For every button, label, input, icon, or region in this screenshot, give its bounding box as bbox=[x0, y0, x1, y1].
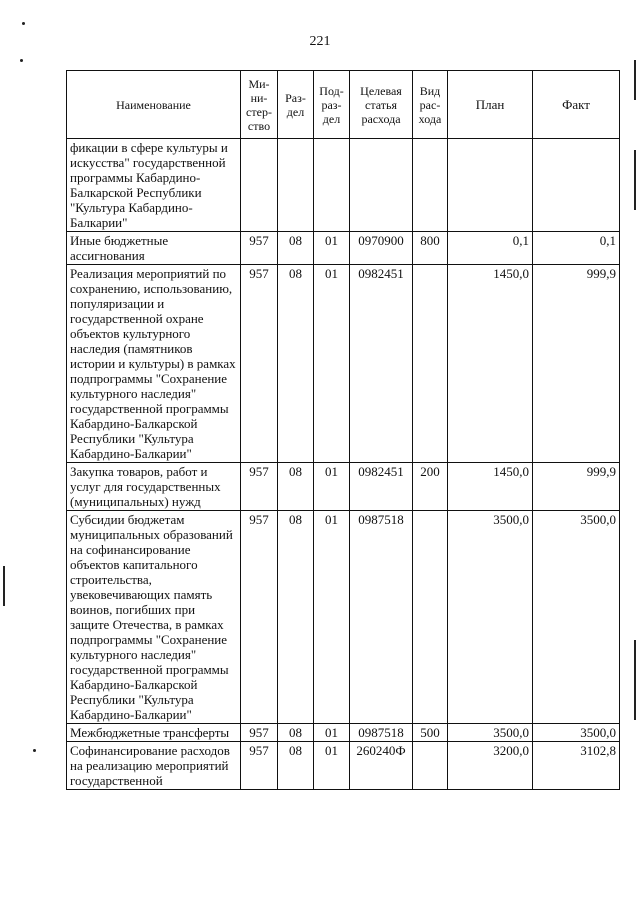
row-target: 0982451 bbox=[350, 265, 413, 463]
row-subsection bbox=[314, 139, 350, 232]
header-target-article: Целевая статья расхода bbox=[350, 71, 413, 139]
header-plan: План bbox=[448, 71, 533, 139]
header-subsection: Под- раз- дел bbox=[314, 71, 350, 139]
row-subsection: 01 bbox=[314, 511, 350, 724]
scan-edge-mark bbox=[634, 640, 636, 720]
scan-dot bbox=[20, 59, 23, 62]
row-target bbox=[350, 139, 413, 232]
row-section: 08 bbox=[278, 265, 314, 463]
row-plan: 1450,0 bbox=[448, 463, 533, 511]
row-target: 0987518 bbox=[350, 724, 413, 742]
row-subsection: 01 bbox=[314, 742, 350, 790]
table-header-row bbox=[67, 71, 620, 139]
row-plan: 1450,0 bbox=[448, 265, 533, 463]
row-expense-type: 800 bbox=[413, 232, 448, 265]
row-section: 08 bbox=[278, 724, 314, 742]
row-plan: 3200,0 bbox=[448, 742, 533, 790]
row-fact bbox=[533, 139, 620, 232]
row-fact: 0,1 bbox=[533, 232, 620, 265]
row-ministry: 957 bbox=[241, 232, 278, 265]
row-expense-type bbox=[413, 139, 448, 232]
table-row bbox=[67, 139, 620, 232]
row-section: 08 bbox=[278, 742, 314, 790]
page-number: 221 bbox=[309, 34, 331, 49]
budget-table bbox=[66, 70, 620, 790]
row-ministry: 957 bbox=[241, 463, 278, 511]
table-row bbox=[67, 511, 620, 724]
row-subsection: 01 bbox=[314, 265, 350, 463]
table-row bbox=[67, 742, 620, 790]
row-name: Субсидии бюджетам муниципальных образований на софинансирование объектов капитального строительства, увековечивающих память воинов, погибших при защите Отечества, в рамках подпрограммы "Сохранение культурного наследия" государственной программы Кабардино-Балкарской Республики "Культура Кабардино-Балкарии" bbox=[67, 511, 241, 724]
row-plan: 3500,0 bbox=[448, 511, 533, 724]
table-row bbox=[67, 463, 620, 511]
row-section: 08 bbox=[278, 232, 314, 265]
row-name: Закупка товаров, работ и услуг для государственных (муниципальных) нужд bbox=[67, 463, 241, 511]
row-name: Реализация мероприятий по сохранению, использованию, популяризации и государственной охране объектов культурного наследия (памятников истории и культуры) в рамках подпрограммы "Сохранение культурного наследия" государственной программы Кабардино-Балкарской Республики "Культура Кабардино-Балкарии" bbox=[67, 265, 241, 463]
scan-edge-mark bbox=[3, 566, 5, 606]
row-subsection: 01 bbox=[314, 232, 350, 265]
scan-edge-mark bbox=[634, 150, 636, 210]
row-expense-type bbox=[413, 511, 448, 724]
row-ministry: 957 bbox=[241, 265, 278, 463]
table-row bbox=[67, 232, 620, 265]
row-ministry: 957 bbox=[241, 742, 278, 790]
header-name: Наименование bbox=[67, 71, 241, 139]
header-ministry: Ми- ни- стер- ство bbox=[241, 71, 278, 139]
row-fact: 999,9 bbox=[533, 265, 620, 463]
row-target: 260240Ф bbox=[350, 742, 413, 790]
row-plan: 0,1 bbox=[448, 232, 533, 265]
scan-edge-mark bbox=[634, 60, 636, 100]
row-section bbox=[278, 139, 314, 232]
row-expense-type bbox=[413, 265, 448, 463]
row-expense-type: 500 bbox=[413, 724, 448, 742]
header-fact: Факт bbox=[533, 71, 620, 139]
row-fact: 3500,0 bbox=[533, 724, 620, 742]
row-target: 0987518 bbox=[350, 511, 413, 724]
row-fact: 999,9 bbox=[533, 463, 620, 511]
row-ministry: 957 bbox=[241, 724, 278, 742]
header-section: Раз- дел bbox=[278, 71, 314, 139]
row-plan bbox=[448, 139, 533, 232]
row-target: 0982451 bbox=[350, 463, 413, 511]
row-section: 08 bbox=[278, 463, 314, 511]
row-ministry: 957 bbox=[241, 511, 278, 724]
row-expense-type: 200 bbox=[413, 463, 448, 511]
table-row bbox=[67, 724, 620, 742]
row-name: Иные бюджетные ассигнования bbox=[67, 232, 241, 265]
row-section: 08 bbox=[278, 511, 314, 724]
row-ministry bbox=[241, 139, 278, 232]
row-fact: 3102,8 bbox=[533, 742, 620, 790]
row-plan: 3500,0 bbox=[448, 724, 533, 742]
row-target: 0970900 bbox=[350, 232, 413, 265]
table-row bbox=[67, 265, 620, 463]
row-subsection: 01 bbox=[314, 463, 350, 511]
row-name: Межбюджетные трансферты bbox=[67, 724, 241, 742]
header-expense-type: Вид рас- хода bbox=[413, 71, 448, 139]
row-fact: 3500,0 bbox=[533, 511, 620, 724]
row-name: Софинансирование расходов на реализацию мероприятий государственной bbox=[67, 742, 241, 790]
scan-dot bbox=[33, 749, 36, 752]
row-name: фикации в сфере культуры и искусства" государственной программы Кабардино-Балкарской Республики "Культура Кабардино-Балкарии" bbox=[67, 139, 241, 232]
row-expense-type bbox=[413, 742, 448, 790]
row-subsection: 01 bbox=[314, 724, 350, 742]
scan-dot bbox=[22, 22, 25, 25]
